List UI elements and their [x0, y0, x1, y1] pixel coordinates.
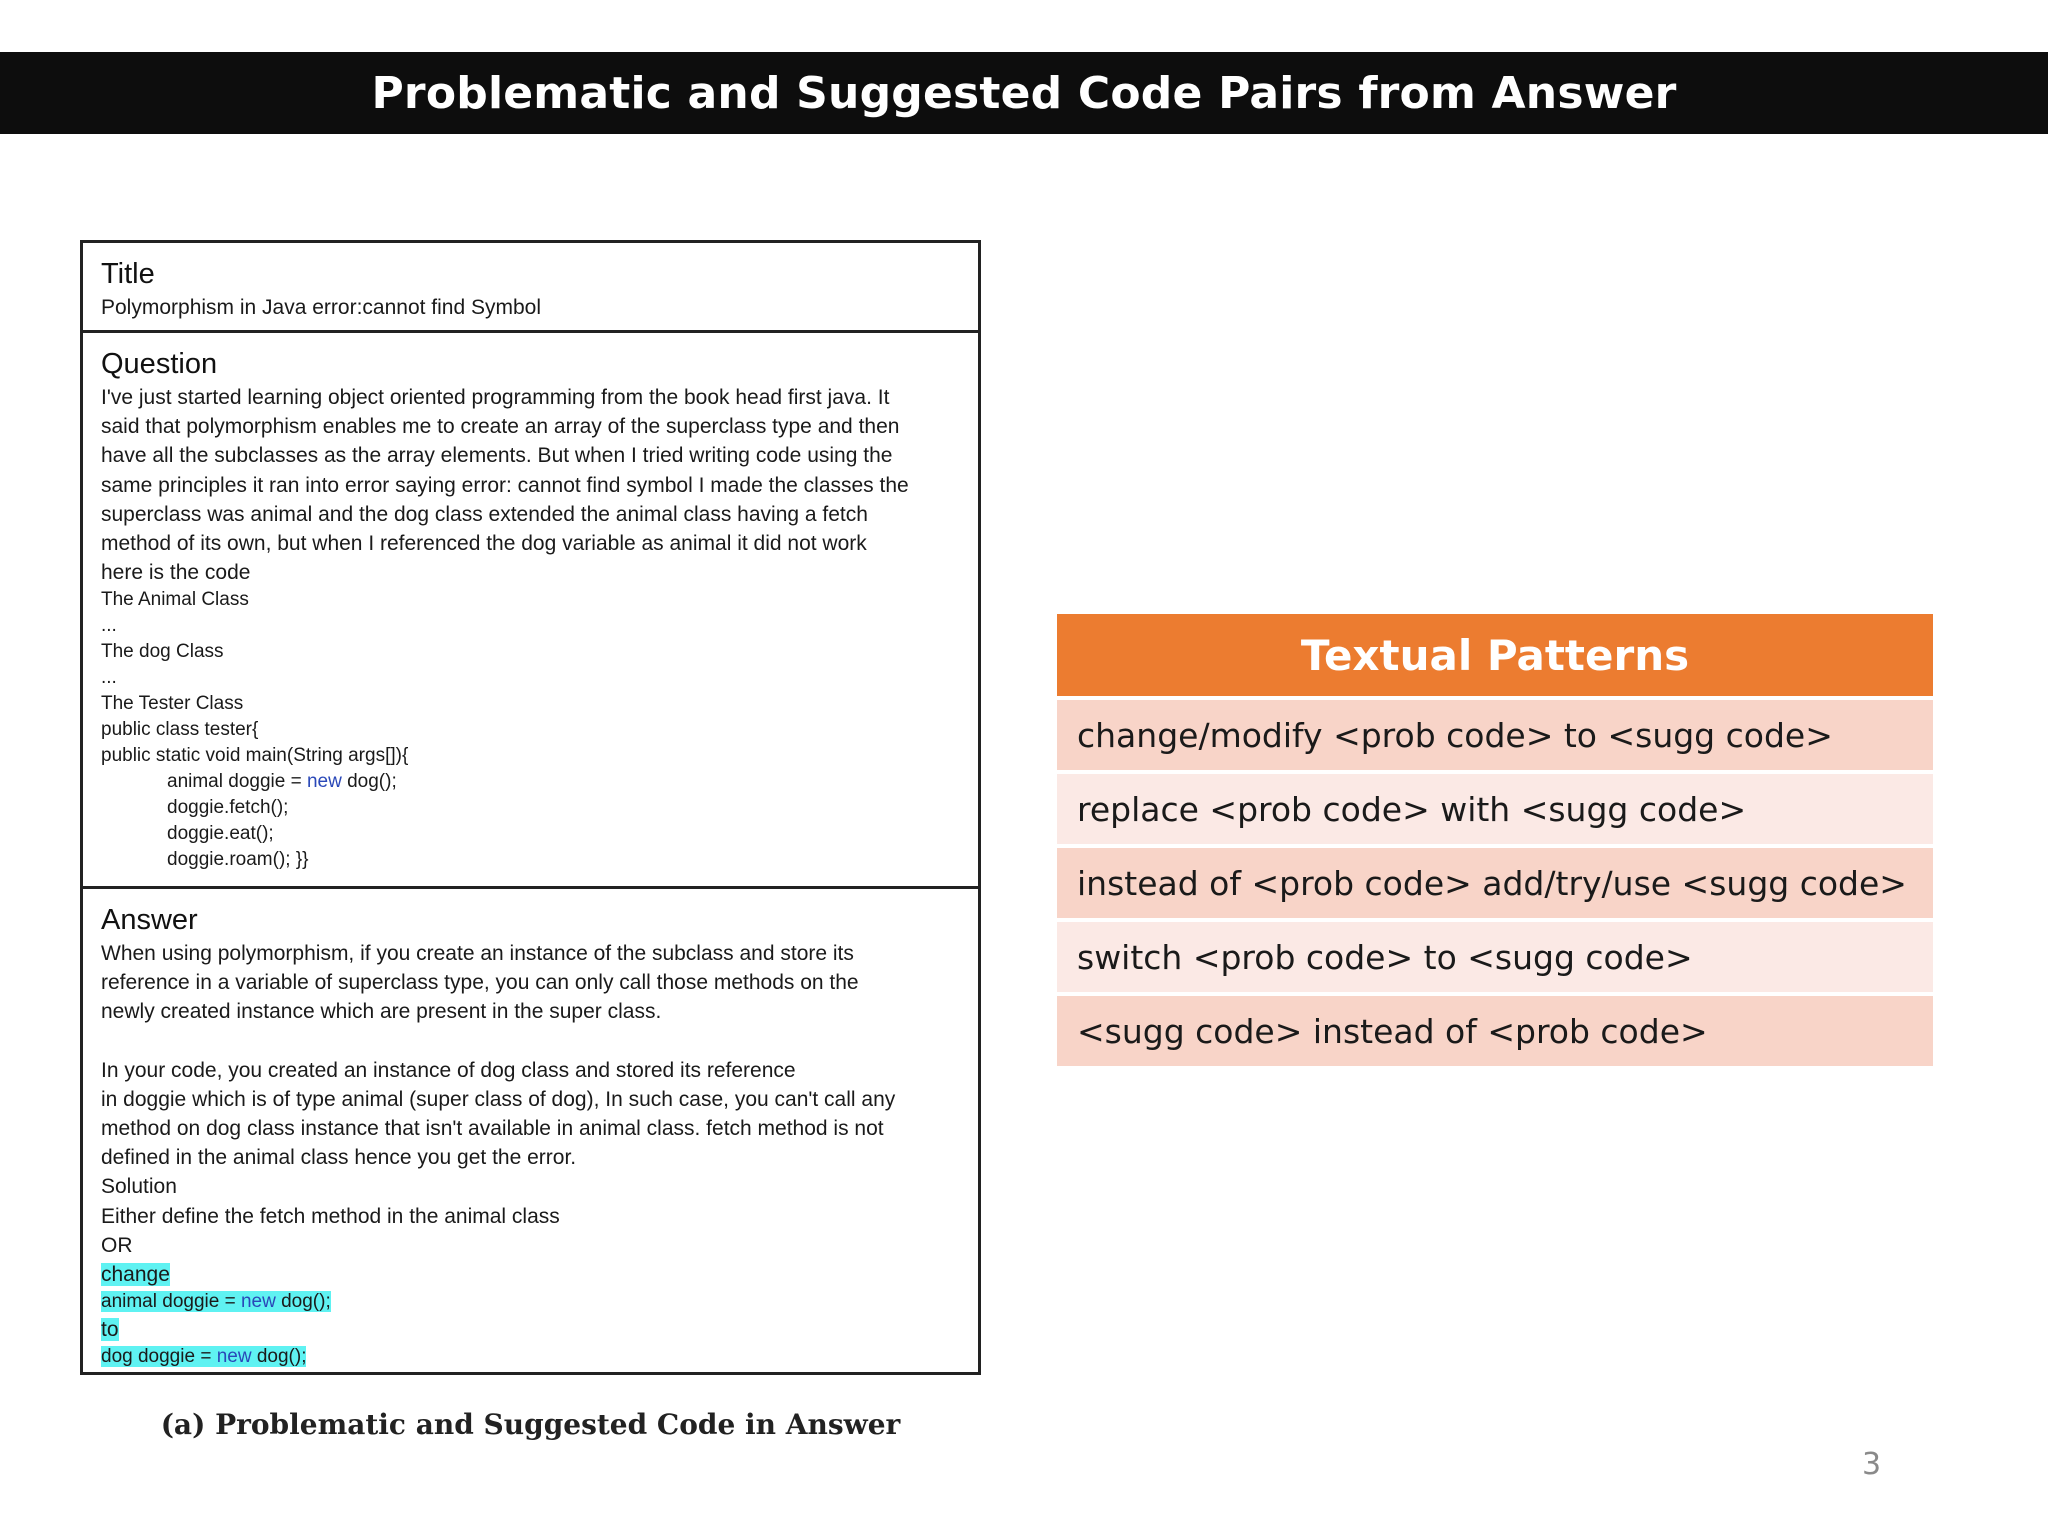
answer-line: When using polymorphism, if you create an instance of the subclass and store its	[101, 942, 854, 965]
pattern-row: change/modify <prob code> to <sugg code>	[1057, 700, 1933, 770]
or-line: OR	[101, 1233, 133, 1257]
title-text: Polymorphism in Java error:cannot find Symbol	[101, 296, 542, 319]
paragraph-gap	[101, 1027, 960, 1056]
to-word-highlight: to	[101, 1318, 119, 1342]
code-text: dog();	[275, 1291, 331, 1313]
prob-code-highlight	[101, 1291, 331, 1312]
question-heading: Question	[101, 348, 218, 380]
code-keyword: new	[216, 1346, 252, 1368]
question-body	[101, 383, 960, 587]
code-line-indented: doggie.fetch();	[167, 797, 289, 819]
title-heading: Title	[101, 258, 155, 290]
solution-label: Solution	[101, 1175, 177, 1199]
code-text: animal doggie =	[167, 771, 307, 793]
textual-patterns-table	[1057, 614, 1933, 1066]
code-line: The Tester Class	[101, 693, 244, 715]
code-line-indented	[101, 769, 960, 795]
code-text: dog doggie =	[101, 1346, 217, 1368]
code-line-indented: doggie.eat();	[167, 823, 274, 845]
pattern-row: switch <prob code> to <sugg code>	[1057, 922, 1933, 992]
code-line: public class tester{	[101, 719, 259, 741]
answer-line: method on dog class instance that isn't available in animal class. fetch method is not	[101, 1117, 884, 1141]
title-section	[83, 243, 978, 333]
code-line: public static void main(String args[]){	[101, 745, 409, 767]
question-line: same principles it ran into error saying error: cannot find symbol I made the classes the	[101, 473, 909, 497]
code-line: ...	[101, 667, 117, 689]
code-keyword: new	[240, 1291, 276, 1313]
question-line: have all the subclasses as the array elements. But when I tried writing code using the	[101, 444, 893, 468]
question-line: method of its own, but when I referenced the dog variable as animal it did not work	[101, 532, 867, 556]
answer-body	[101, 939, 960, 1370]
answer-line: defined in the animal class hence you get the error.	[101, 1146, 577, 1170]
patterns-heading: Textual Patterns	[1057, 614, 1933, 696]
change-line	[101, 1260, 960, 1289]
prob-code-line	[101, 1289, 960, 1315]
sugg-code-line	[101, 1344, 960, 1370]
answer-line: In your code, you created an instance of dog class and stored its reference	[101, 1058, 796, 1082]
code-line: ...	[101, 615, 117, 637]
code-text: dog();	[341, 771, 397, 793]
pattern-row: <sugg code> instead of <prob code>	[1057, 996, 1933, 1066]
code-text: animal doggie =	[101, 1291, 241, 1313]
answer-line: newly created instance which are present in the super class.	[101, 1000, 662, 1024]
code-keyword: new	[306, 771, 342, 793]
page-number: 3	[1862, 1447, 1882, 1482]
question-code	[101, 587, 960, 873]
question-line: I've just started learning object oriented programming from the book head first java. It	[101, 386, 890, 409]
qa-figure	[80, 240, 981, 1375]
question-line: superclass was animal and the dog class extended the animal class having a fetch	[101, 502, 868, 526]
question-section	[83, 333, 978, 889]
answer-line: reference in a variable of superclass type, you can only call those methods on the	[101, 971, 859, 995]
to-line	[101, 1315, 960, 1344]
code-line-indented: doggie.roam(); }}	[167, 849, 309, 871]
code-line: The Animal Class	[101, 589, 249, 611]
pattern-row: replace <prob code> with <sugg code>	[1057, 774, 1933, 844]
answer-heading: Answer	[101, 904, 198, 936]
pattern-row: instead of <prob code> add/try/use <sugg code>	[1057, 848, 1933, 918]
question-line: here is the code	[101, 561, 251, 585]
sugg-code-highlight	[101, 1346, 306, 1367]
question-line: said that polymorphism enables me to create an array of the superclass type and then	[101, 415, 900, 439]
code-text: dog();	[251, 1346, 307, 1368]
code-line: The dog Class	[101, 641, 224, 663]
slide-title: Problematic and Suggested Code Pairs from Answer	[0, 52, 2048, 134]
figure-caption: (a) Problematic and Suggested Code in Answer	[160, 1408, 901, 1441]
change-word-highlight: change	[101, 1263, 170, 1287]
answer-section	[83, 889, 978, 1375]
either-line: Either define the fetch method in the animal class	[101, 1204, 560, 1228]
answer-line: in doggie which is of type animal (super class of dog), In such case, you can't call any	[101, 1087, 896, 1111]
